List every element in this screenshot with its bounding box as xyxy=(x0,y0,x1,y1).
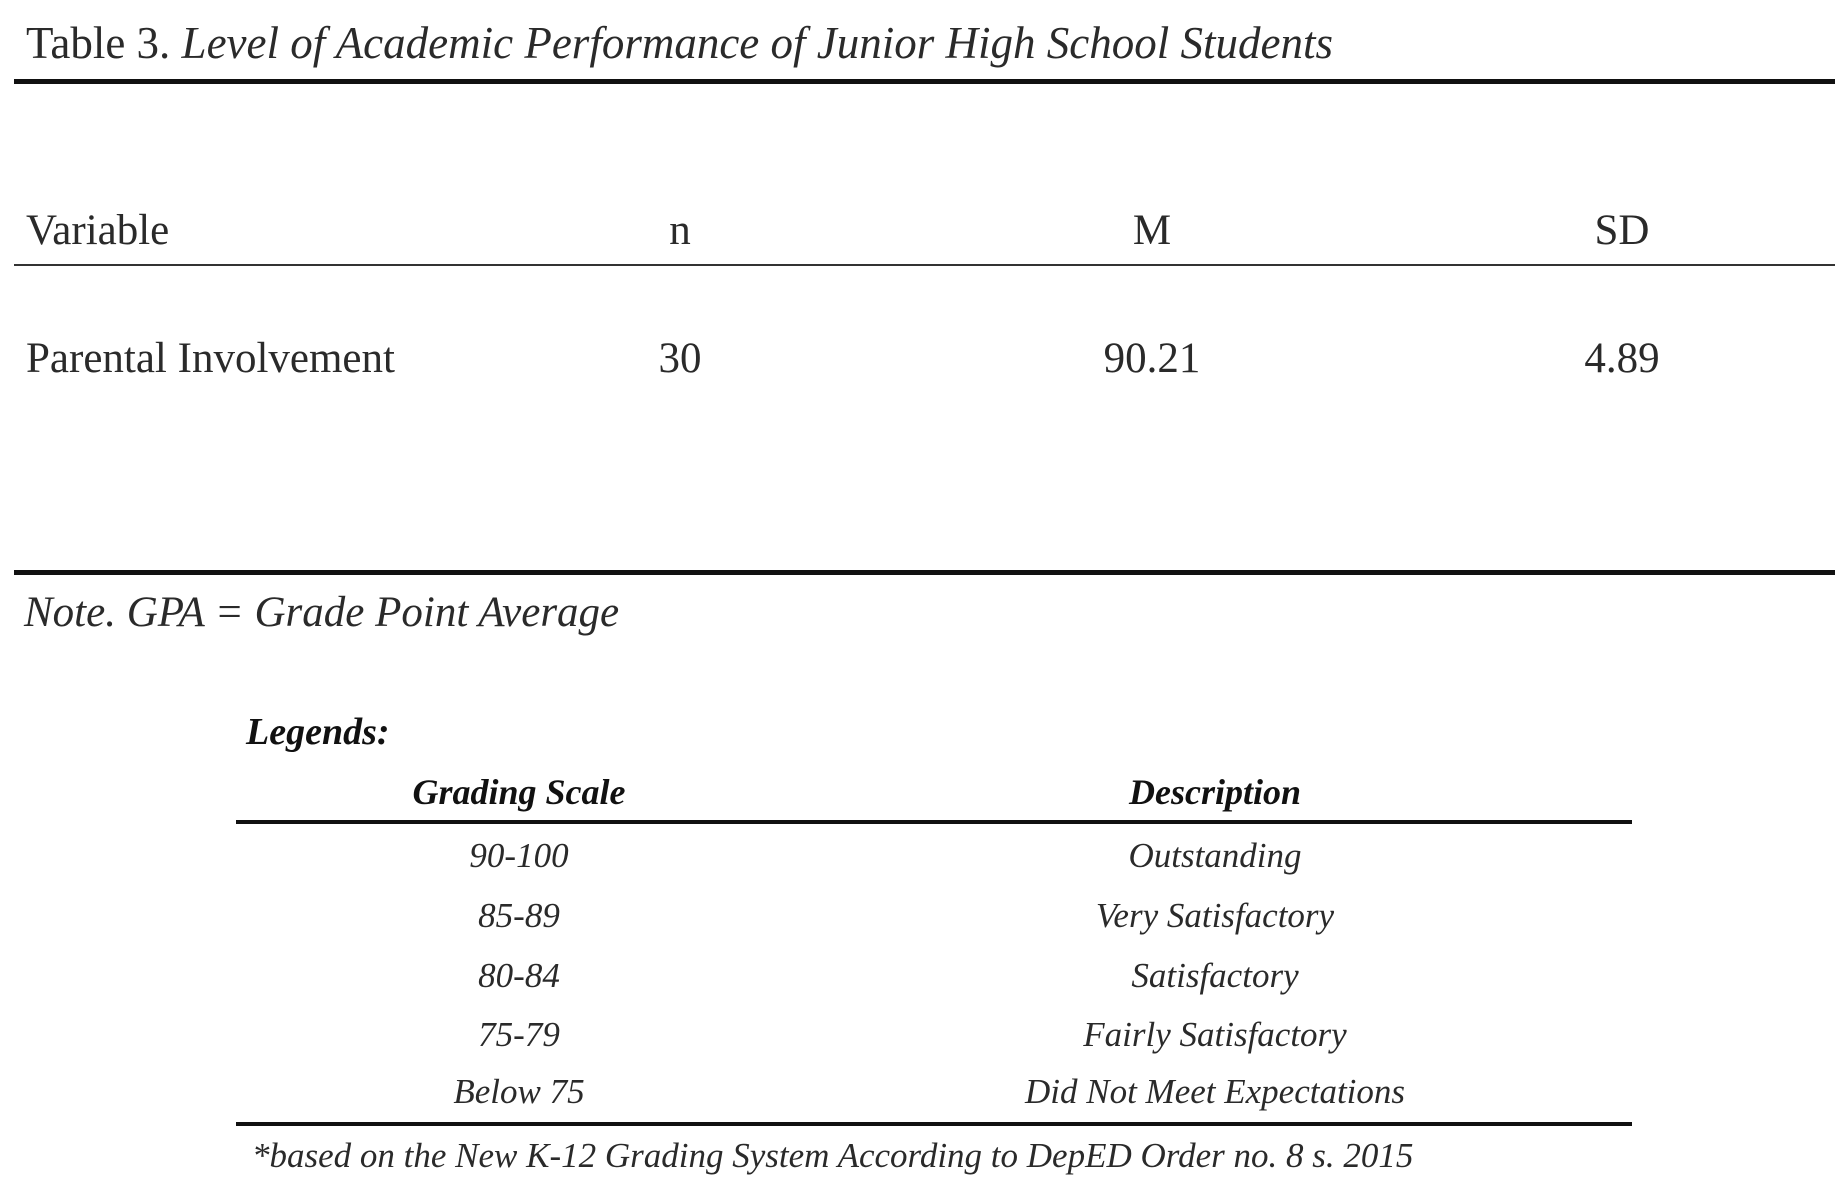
header-sd: SD xyxy=(1594,207,1650,254)
table-bottom-rule xyxy=(14,570,1835,575)
legend-scale-2: 85-89 xyxy=(478,896,560,935)
row-n: 30 xyxy=(658,335,702,382)
row-m: 90.21 xyxy=(1103,335,1201,382)
table-top-rule xyxy=(14,79,1835,84)
legend-header-description: Description xyxy=(1128,772,1302,812)
legend-scale-3: 80-84 xyxy=(478,956,560,995)
legend-desc-2: Very Satisfactory xyxy=(1095,896,1335,935)
row-sd: 4.89 xyxy=(1584,335,1660,382)
table-title xyxy=(26,14,1333,72)
legend-desc-4: Fairly Satisfactory xyxy=(1083,1015,1347,1054)
header-m: M xyxy=(1132,207,1172,254)
legends-title: Legends: xyxy=(246,711,390,753)
legend-header-grading-scale: Grading Scale xyxy=(412,772,626,812)
header-variable: Variable xyxy=(26,207,170,254)
table-note: Note. GPA = Grade Point Average xyxy=(24,589,620,636)
table-header-rule xyxy=(14,264,1835,266)
legend-desc-5: Did Not Meet Expectations xyxy=(1024,1072,1406,1111)
legend-desc-3: Satisfactory xyxy=(1131,956,1299,995)
table-caption: Level of Academic Performance of Junior High School Students xyxy=(181,18,1333,68)
legend-scale-5: Below 75 xyxy=(453,1072,585,1111)
legend-scale-4: 75-79 xyxy=(478,1015,560,1054)
legend-scale-1: 90-100 xyxy=(469,836,569,875)
legend-footnote: *based on the New K-12 Grading System According to DepED Order no. 8 s. 2015 xyxy=(252,1136,1414,1175)
legend-bottom-rule xyxy=(236,1122,1632,1126)
legend-desc-1: Outstanding xyxy=(1128,836,1302,875)
row-variable: Parental Involvement xyxy=(26,335,395,382)
header-n: n xyxy=(669,207,691,254)
legend-header-rule xyxy=(236,820,1632,824)
table-number: Table 3. xyxy=(26,18,171,68)
